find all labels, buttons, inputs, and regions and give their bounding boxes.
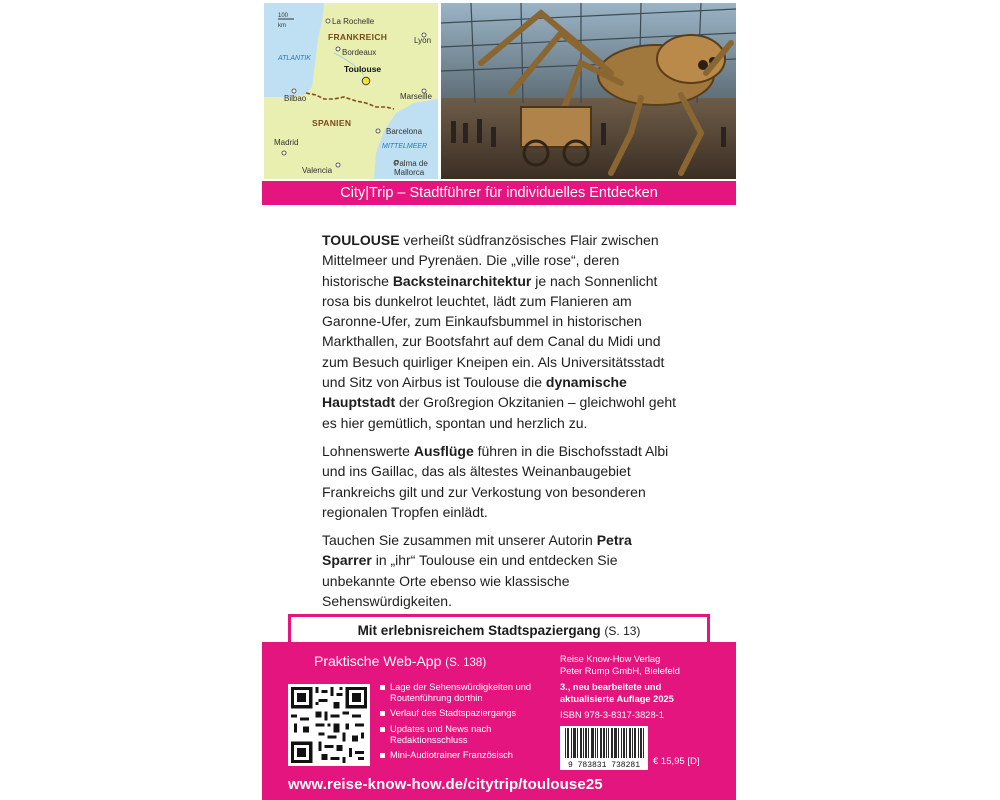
- text-span: Lohnenswerte: [322, 442, 414, 459]
- text-span: führen in die Bischofsstadt Albi und ins Gaillac, das als ältestes Weinanbaugebiet Frankreichs gilt und zur Verkostung von besonderen regionalen Tropfen einlädt.: [322, 442, 669, 520]
- qr-code-graphic: [291, 687, 367, 763]
- map-city-marseille: Marseille: [400, 92, 433, 101]
- barcode-bars: [560, 726, 648, 760]
- isbn-text: ISBN 978-3-8317-3828-1: [560, 710, 664, 720]
- text-bold: Petra Sparrer: [322, 532, 632, 569]
- text-bold: dynamische Hauptstadt: [322, 374, 627, 411]
- map-label-spain: SPANIEN: [312, 118, 352, 128]
- text-span: je nach Sonnenlicht rosa bis dunkelrot leuchtet, lädt zum Flanieren am Garonne-Ufer, zum Einkaufsbummel in historischen Markthallen, zur Bootsfahrt auf dem Canal du Midi und zum Besuch quirliger Kneipen ein. Als Universitätsstadt und Sitz von Airbus ist Toulouse die: [322, 272, 665, 391]
- web-app-title: [314, 653, 486, 669]
- map-city-barcelona: Barcelona: [386, 127, 423, 136]
- map-label-mediterranean: MITTELMEER: [382, 143, 428, 150]
- map-label-atlantic: ATLANTIK: [278, 55, 311, 62]
- map-city-la-rochelle: La Rochelle: [332, 17, 375, 26]
- map-city-toulouse: Toulouse: [344, 64, 382, 74]
- price-label: € 15,95 [D]: [653, 756, 700, 767]
- edition-line-2: aktualisierte Auflage 2025: [560, 693, 674, 704]
- feature-item: Mini-Audiotrainer Französisch: [380, 750, 540, 761]
- book-back-cover: [262, 0, 736, 800]
- isbn-barcode: [560, 726, 648, 770]
- text-span: verheißt südfranzösisches Flair zwischen Mittelmeer und Pyrenäen. Die „ville rose“, deren historische: [322, 232, 659, 289]
- publisher-name: Reise Know-How Verlag: [560, 654, 661, 664]
- walk-strip: [288, 614, 710, 644]
- web-app-features: [380, 682, 540, 765]
- overview-map: [264, 3, 438, 179]
- map-graphic: [264, 3, 438, 179]
- qr-code[interactable]: [288, 684, 370, 766]
- map-city-bilbao: Bilbao: [284, 94, 307, 103]
- map-scale-unit: km: [278, 23, 286, 29]
- publisher-company: Peter Rump GmbH, Bielefeld: [560, 665, 680, 676]
- feature-item: Updates und News nach Redaktionsschluss: [380, 724, 540, 746]
- walk-label: Mit erlebnisreichem Stadtspaziergang: [357, 623, 601, 638]
- text-span: Tauchen Sie zusammen mit unserer Autorin: [322, 532, 597, 549]
- text-bold: Backsteinarchitektur: [392, 272, 532, 289]
- map-city-madrid: Madrid: [274, 138, 299, 147]
- map-city-valencia: Valencia: [302, 166, 333, 175]
- text-bold: Ausflüge: [413, 442, 474, 459]
- map-city-palma: Palma de Mallorca: [394, 159, 428, 177]
- text-span: der Großregion Okzitanien – gleichwohl geht es hier gemütlich, spontan und herzlich zu.: [322, 394, 677, 431]
- mechanical-spider-photo: [441, 3, 736, 179]
- info-panel: [262, 642, 736, 800]
- map-city-lyon: Lyon: [414, 36, 432, 45]
- photo-graphic: [441, 3, 736, 179]
- website-link[interactable]: www.reise-know-how.de/citytrip/toulouse25: [288, 776, 603, 793]
- blurb-text: [322, 230, 682, 619]
- barcode-digits: 9 783831 738281: [567, 761, 640, 770]
- blurb-paragraph-2: [322, 441, 682, 522]
- map-label-france: FRANKREICH: [328, 32, 388, 42]
- feature-item: Lage der Sehenswürdigkeiten und Routenführung dorthin: [380, 682, 540, 704]
- web-app-page: (S. 138): [445, 657, 487, 669]
- map-city-bordeaux: Bordeaux: [342, 48, 377, 57]
- text-span: in „ihr“ Toulouse ein und entdecken Sie unbekannte Orte ebenso wie klassische Sehenswürdigkeiten.: [322, 552, 618, 610]
- text-toulouse: TOULOUSE: [322, 232, 400, 248]
- publisher-info: [560, 654, 732, 722]
- edition-line-1: 3., neu bearbeitete und: [560, 682, 662, 692]
- web-app-label: Praktische Web-App: [314, 653, 442, 669]
- feature-item: Verlauf des Stadtspaziergangs: [380, 708, 540, 719]
- series-banner: City|Trip – Stadtführer für individuelles Entdecken: [262, 181, 736, 205]
- map-scale-value: 100: [278, 13, 289, 19]
- blurb-paragraph-1: [322, 230, 682, 433]
- blurb-paragraph-3: [322, 530, 682, 611]
- walk-page: (S. 13): [604, 624, 641, 638]
